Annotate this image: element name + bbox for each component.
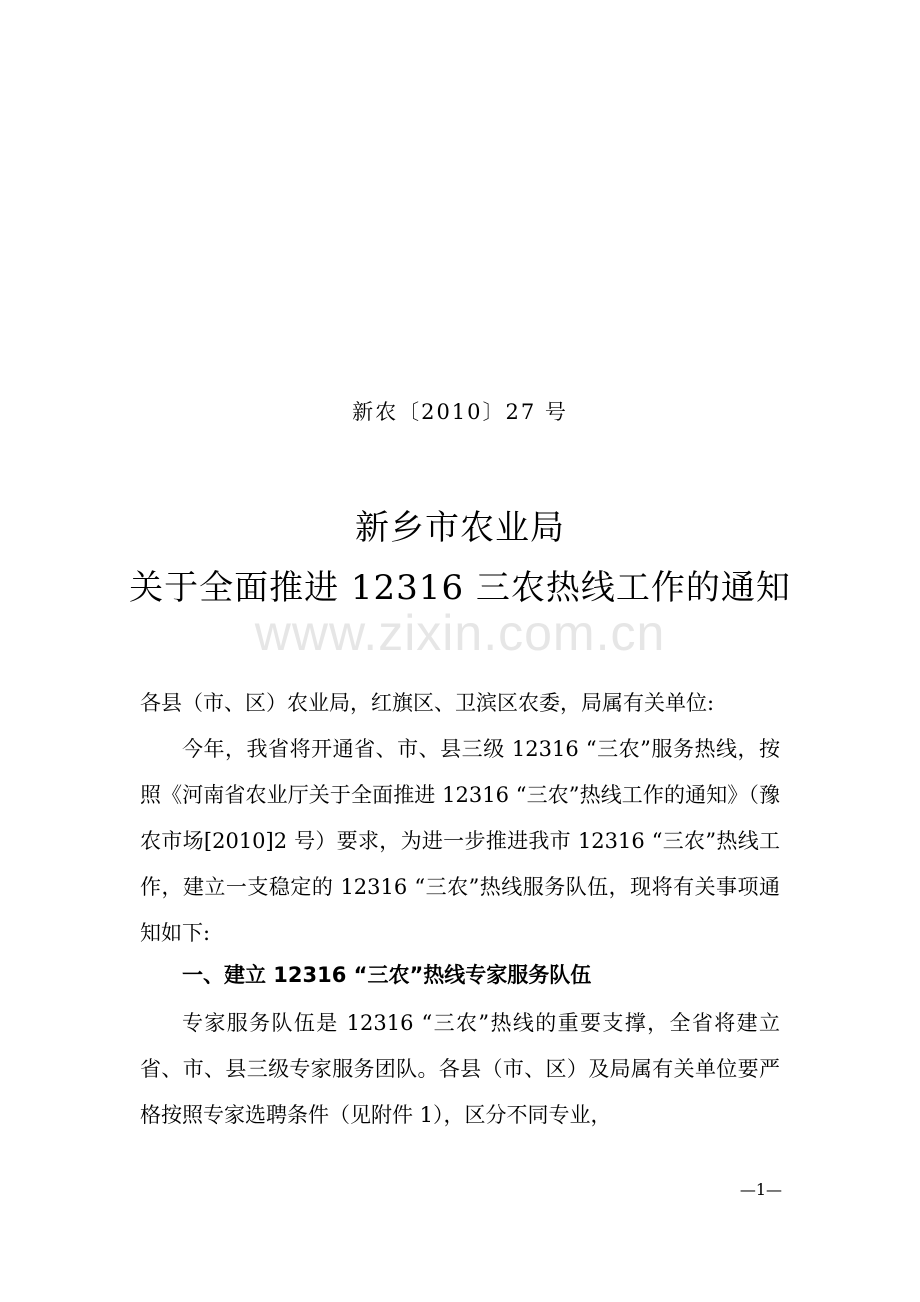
section-heading-1: 一、建立 12316 “三农”热线专家服务队伍 <box>182 963 592 987</box>
document-title-line-2: 关于全面推进 12316 三农热线工作的通知 <box>129 568 791 608</box>
salutation: 各县（市、区）农业局，红旗区、卫滨区农委，局属有关单位: <box>140 691 715 715</box>
page-number: —1— <box>739 1180 782 1199</box>
watermark-text: www.zixin.com.cn <box>254 605 666 661</box>
document-title-line-1: 新乡市农业局 <box>355 508 565 548</box>
paragraph-section-1: 专家服务队伍是 12316 “三农”热线的重要支撑，全省将建立省、市、县三级专家服务团队。各县（市、区）及局属有关单位要严格按照专家选聘条件（见附件 1），区分不同专业， <box>140 1011 780 1127</box>
paragraph-intro: 今年，我省将开通省、市、县三级 12316 “三农”服务热线，按照《河南省农业厅关于全面推进 12316 “三农”热线工作的通知》（豫农市场[2010]2 号）要求，为进一步推进我市 12316 “三农”热线工作，建立一支稳定的 12316 “三农”热线服务队伍，现将有关事项通知如下: <box>140 737 780 945</box>
document-number: 新农〔2010〕27 号 <box>352 400 568 424</box>
